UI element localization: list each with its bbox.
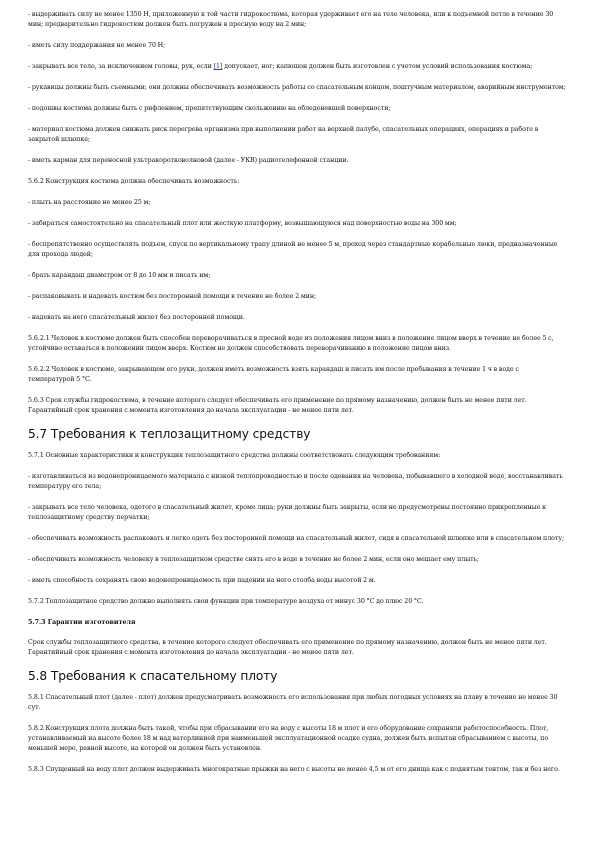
section-heading: 5.7 Требования к теплозащитному средству xyxy=(28,427,311,441)
paragraph xyxy=(28,62,567,72)
paragraph: - иметь силу поддержания не менее 70 Н; xyxy=(28,42,166,49)
paragraph: 5.8.2 Конструкция плота должна быть такой, чтобы при сбрасывании его на воду с высоты 18 м плот и его оборудование сохраняли работоспособность. Плот, устанавливаемый на высоте более 18 м над ватерлинией при наименьшей эксплуатационной осадке судна, должен быть испытан сбрасыванием с высоты, по меньшей мере, равной высоте, на которой он должен быть установлен. xyxy=(28,725,549,752)
paragraph: 5.7.2 Теплозащитное средство должно выполнять свои функции при температуре воздуха от минус 30 °C до плюс 20 °C. xyxy=(28,598,424,605)
paragraph: 5.6.2 Конструкция костюма должна обеспечивать возможность: xyxy=(28,178,240,185)
paragraph: - распаковывать и надевать костюм без посторонней помощи в течение не более 2 мин; xyxy=(28,293,317,300)
paragraph-text: - закрывать все тело, за исключением головы, рук, если xyxy=(28,63,214,70)
paragraph-text: допускает, ног; капюшон должен быть изготовлен с учетом условий использования костюма; xyxy=(222,63,533,70)
subsection-heading: 5.7.3 Гарантии изготовителя xyxy=(28,619,136,626)
section-heading: 5.8 Требования к спасательному плоту xyxy=(28,669,278,683)
paragraph: 5.6.2.2 Человек в костюме, закрывающем его руки, должен иметь возможность взять карандаш и писать им после пребывания в течение 1 ч в воде с температурой 5 °C. xyxy=(28,366,519,383)
paragraph: - забираться самостоятельно на спасательный плот или жесткую платформу, возвышающуюся над поверхностью воды на 300 мм; xyxy=(28,220,457,227)
paragraph: - подошвы костюма должны быть с рифлением, препятствующим скольжению на обледеневшей поверхности; xyxy=(28,105,391,112)
paragraph: - иметь способность сохранять свою водонепроницаемость при падении на него столба воды высотой 2 м. xyxy=(28,577,376,584)
paragraph: - иметь карман для переносной ультракоротковолновой (далее - УКВ) радиотелефонной станции. xyxy=(28,157,349,164)
paragraph: 5.7.1 Основные характеристики и конструкция теплозащитного средства должны соответствовать следующим требованиям: xyxy=(28,452,441,459)
paragraph: 5.8.3 Спущенный на воду плот должен выдерживать многократные прыжки на него с высоты не менее 4,5 м от его днища как с поднятым тентом, так и без него. xyxy=(28,766,560,773)
paragraph: 5.8.1 Спасательный плот (далее - плот) должен предусматривать возможность его использования при любых погодных условиях на плаву в течение не менее 30 сут. xyxy=(28,694,558,711)
paragraph: - обеспечивать возможность человеку в теплозащитном средстве снять его в воде в течение не более 2 мин, если оно мешает ему плыть; xyxy=(28,556,480,563)
paragraph: Срок службы теплозащитного средства, в течение которого следует обеспечивать его применение по прямому назначению, должен быть не менее пяти лет. Гарантийный срок хранения с момента изготовления до начала эксплуатации - не менее пяти лет. xyxy=(28,639,547,656)
paragraph: - материал костюма должен снижать риск перегрева организма при выполнении работ на верхней палубе, спасательных операциях, операциях и работе в закрытой шлюпке; xyxy=(28,126,539,143)
reference-link[interactable]: [1] xyxy=(213,63,223,70)
paragraph: - беспрепятственно осуществлять подъем, спуск по вертикальному трапу длиной не менее 5 м, проход через стандартные корабельные люки, предназначенные для прохода людей; xyxy=(28,241,558,258)
paragraph: - плыть на расстояние не менее 25 м; xyxy=(28,199,151,206)
paragraph: 5.6.3 Срок службы гидрокостюма, в течение которого следует обеспечивать его применение по прямому назначению, должен быть не менее пяти лет. Гарантийный срок хранения с момента изготовления до начала эксплуатации - не менее пяти лет. xyxy=(28,397,527,414)
paragraph: - изготавливаться из водонепроницаемого материала с низкой теплопроводностью и после одевания на человека, побывавшего в холодной воде, восстанавливать температуру его тела; xyxy=(28,473,563,490)
paragraph: 5.6.2.1 Человек в костюме должен быть способен переворачиваться в пресной воде из положения лицом вниз в положение лицом вверх в течение не более 5 с, устойчиво оставаться в положении лицом вверх. Костюм не должен способствовать переворачиванию в положение лицом вниз. xyxy=(28,335,554,352)
paragraph: - рукавицы должны быть съемными; они должны обеспечивать возможность работы со спасательным концом, поштучным материалом, аварийным инструментом; xyxy=(28,84,566,91)
paragraph: - закрывать все тело человека, одетого в спасательный жилет, кроме лица; руки должны быть закрыты, если не предусмотрены постоянно прикрепленные к теплозащитному средству перчатки; xyxy=(28,504,547,521)
paragraph: - надевать на него спасательный жилет без посторонней помощи. xyxy=(28,314,245,321)
paragraph: - выдерживать силу не менее 1350 Н, приложенную к той части гидрокостюма, которая удерживает его на теле человека, или к подъемной петле в течение 30 мин; предварительно гидрокостюм должен быть погружен в пресную воду на 2 мин; xyxy=(28,11,554,28)
paragraph: - брать карандаш диаметром от 8 до 10 мм и писать им; xyxy=(28,272,211,279)
paragraph: - обеспечивать возможность распаковать и легко одеть без посторонней помощи на спасательный жилет, сидя в спасательной шлюпке или в спасательном плоту; xyxy=(28,535,565,542)
